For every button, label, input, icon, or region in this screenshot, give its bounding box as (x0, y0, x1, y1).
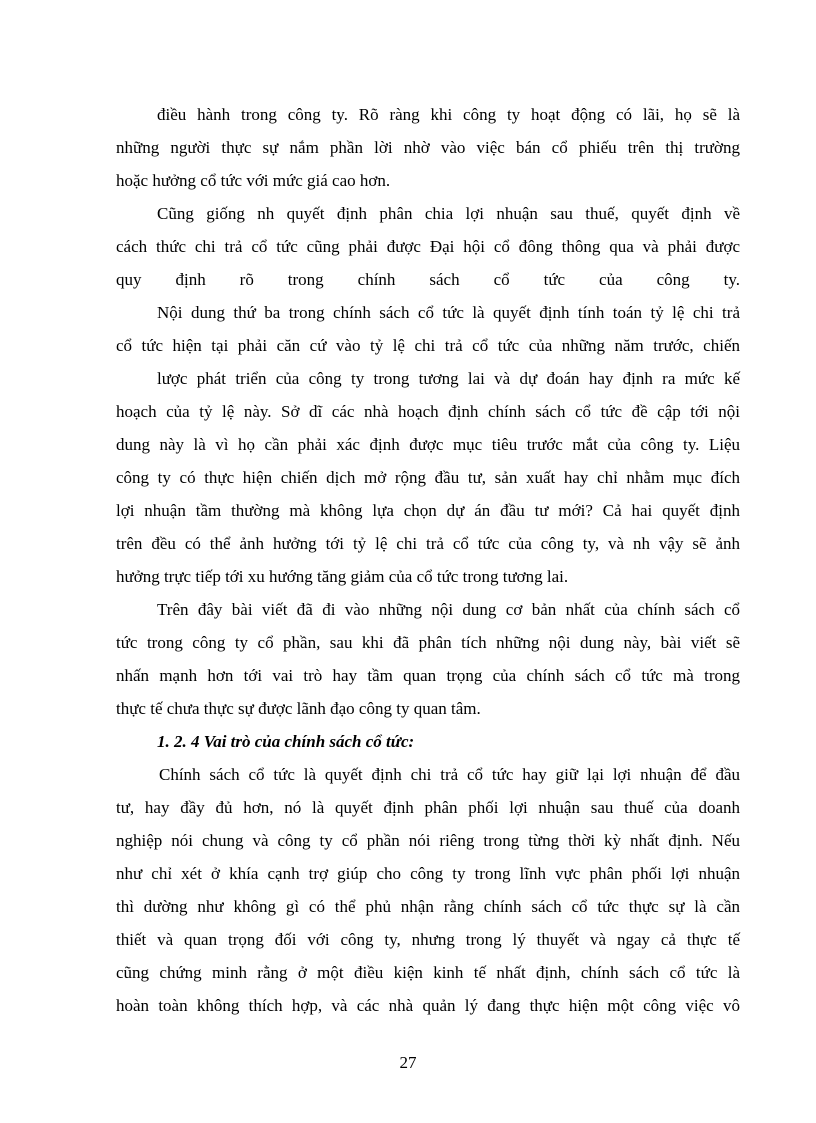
text-line: nghiệp nói chung và công ty cổ phần nói riêng trong từng thời kỳ nhất định. Nếu (116, 831, 740, 850)
text-line: Nội dung thứ ba trong chính sách cổ tức là quyết định tính toán tỷ lệ chi trả (157, 303, 740, 322)
text-line: Trên đây bài viết đã đi vào những nội dung cơ bản nhất của chính sách cổ (157, 600, 740, 619)
text-line: thực tế chưa thực sự được lãnh đạo công ty quan tâm. (116, 699, 481, 718)
text-line: những người thực sự nắm phần lời nhờ vào việc bán cổ phiếu trên thị trường (116, 138, 740, 157)
section-heading: 1. 2. 4 Vai trò của chính sách cổ tức: (157, 732, 415, 751)
text-line: cổ tức hiện tại phải căn cứ vào tỷ lệ chi trả cổ tức của những năm trước, chiến (116, 336, 740, 355)
text-line: dung này là vì họ cần phải xác định được mục tiêu trước mắt của công ty. Liệu (116, 435, 740, 454)
text-line: tức trong công ty cổ phần, sau khi đã phân tích những nội dung này, bài viết sẽ (116, 633, 740, 652)
text-line: cũng chứng minh rằng ở một điều kiện kinh tế nhất định, chính sách cổ tức là (116, 963, 740, 982)
text-line: Cũng giống nh quyết định phân chia lợi nhuận sau thuế, quyết định về (157, 204, 740, 223)
text-line: thiết và quan trọng đối với công ty, nhưng trong lý thuyết và ngay cả thực tế (116, 930, 740, 949)
text-line: hoặc hưởng cổ tức với mức giá cao hơn. (116, 171, 391, 190)
text-line: hưởng trực tiếp tới xu hướng tăng giảm của cổ tức trong tương lai. (116, 567, 569, 586)
text-line: lược phát triển của công ty trong tương lai và dự đoán hay định ra mức kế (157, 369, 740, 388)
text-line: thì dường như không gì có thể phủ nhận rằng chính sách cổ tức thực sự là cần (116, 897, 740, 916)
text-line: Chính sách cổ tức là quyết định chi trả cổ tức hay giữ lại lợi nhuận để đầu (159, 765, 740, 784)
text-line: quy định rõ trong chính sách cổ tức của công ty. (116, 270, 740, 289)
text-line: trên đều có thể ảnh hưởng tới tỷ lệ chi trả cổ tức của công ty, và nh vậy sẽ ảnh (116, 534, 740, 553)
text-line: tư, hay đầy đủ hơn, nó là quyết định phân phối lợi nhuận sau thuế của doanh (116, 798, 740, 817)
text-line: công ty có thực hiện chiến dịch mở rộng đầu tư, sản xuất hay chỉ nhằm mục đích (116, 468, 740, 487)
text-line: như chỉ xét ở khía cạnh trợ giúp cho công ty trong lĩnh vực phân phối lợi nhuận (116, 864, 740, 883)
text-line: hoàn toàn không thích hợp, và các nhà quản lý đang thực hiện một công việc vô (116, 996, 740, 1015)
text-line: lợi nhuận tầm thường mà không lựa chọn dự án đầu tư mới? Cả hai quyết định (116, 501, 740, 520)
text-line: hoạch của tỷ lệ này. Sở dĩ các nhà hoạch định chính sách cổ tức đề cập tới nội (116, 402, 740, 421)
text-line: nhấn mạnh hơn tới vai trò hay tầm quan trọng của chính sách cổ tức mà trong (116, 666, 740, 685)
text-line: cách thức chi trả cổ tức cũng phải được Đại hội cổ đông thông qua và phải được (116, 237, 740, 256)
text-line: điều hành trong công ty. Rõ ràng khi công ty hoạt động có lãi, họ sẽ là (157, 105, 740, 124)
page-number: 27 (399, 1053, 417, 1072)
